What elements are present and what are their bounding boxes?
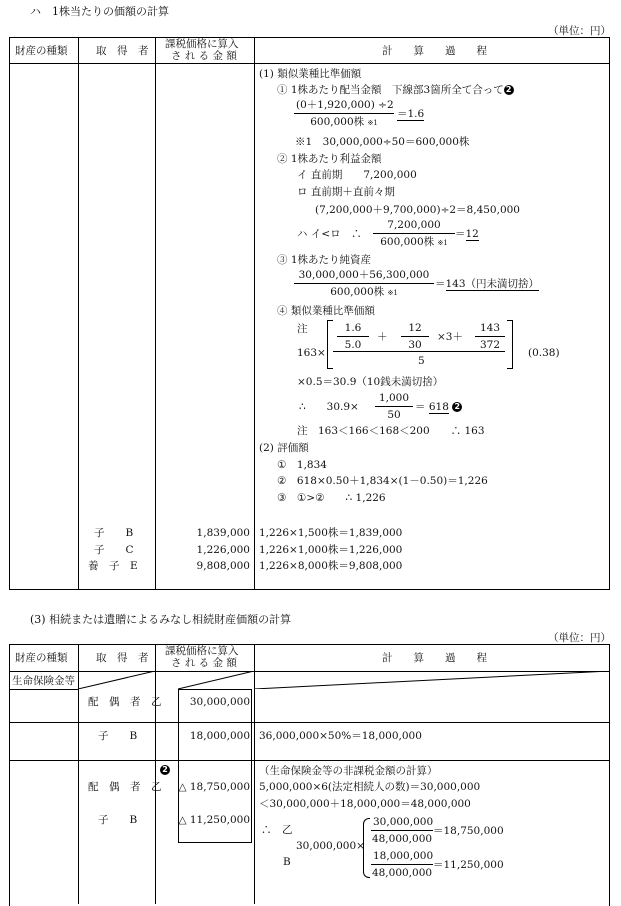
ratio-side: (0.38) [528,347,560,359]
left-bracket [327,320,333,369]
header-calc: 計 算 過 程 [382,652,487,664]
s2-l3: ③ ①>② ∴ 1,226 [277,492,386,504]
header-calc: 計 算 過 程 [382,45,487,57]
ratio-outer-line [333,351,505,352]
header-acquirer: 取 得 者 [96,45,149,57]
mark-2-icon: 2 [504,85,514,95]
s2-l1: ① 1,834 [277,459,327,471]
r3-c2: 5,000,000×6(法定相続人の数)＝30,000,000 [259,781,481,793]
dividend-fraction: (0＋1,920,000) ÷2 600,000株 ※1 [296,99,394,128]
ratio-mult: ×0.5＝30.9（10銭未満切捨） [297,376,444,388]
ratio-plus: ＋ [377,331,388,343]
ratio-base: 163× [297,347,326,359]
net-label: ③ 1株あたり純資産 [277,254,372,266]
header-value-2: さ れ る 金 額 [171,657,237,669]
row-divider [9,722,610,723]
row-divider [9,760,610,761]
ratio-f3: $\frac{143}{372}$ [475,323,505,350]
col-divider [78,37,79,590]
ratio-outer-den: 5 [418,355,425,367]
header-value: 課税価格に算入 [165,38,239,50]
col-divider [155,37,156,590]
row-divider [9,689,79,690]
section-title-2: (3) 相続または遺贈によるみなし相続財産価額の計算 [30,613,292,626]
r3-c5: B [283,856,291,868]
r3-result-b: ＝11,250,000 [433,859,504,871]
dividend-label: ① 1株あたり配当金額 下線部3箇所全て合って 2 [277,85,514,96]
r3-who2: 子 B [98,814,138,826]
row-who: 養 子 E [88,560,138,572]
profit-ro: ロ 直前期＋直前々期 [297,186,395,198]
row-amount: 9,808,000 [196,560,250,572]
r3-result-a: ＝18,750,000 [433,825,504,837]
row-calc: 1,226×1,000株＝1,226,000 [259,544,403,556]
s1-title: (1) 類似業種比準価額 [259,68,362,80]
r2-amount: 18,000,000 [189,730,250,742]
net-fraction: 30,000,000＋56,300,000 600,000株 ※1 [294,270,434,297]
ratio-times3: ×3＋ [437,331,463,343]
ratio-f2: $\frac{12}{30}$ [401,323,429,350]
r2-calc: 36,000,000×50%＝18,000,000 [259,730,422,742]
unit-label-2: （単位：円） [548,632,611,644]
row-calc: 1,226×1,500株＝1,839,000 [259,527,403,539]
ratio-therefore: ∴ 30.9× [299,401,359,413]
right-bracket [507,320,513,369]
dividend-result: ＝1.6 [397,108,425,120]
s2-l2: ② 618×0.50＋1,834×(1－0.50)＝1,226 [277,475,488,487]
r3-fraction-a: $\frac{30,000,000}{48,000,000}$ [371,816,434,845]
s2-title: (2) 評価額 [259,442,309,454]
col-divider [254,37,255,590]
ratio-result: ＝ 618 2 [415,402,462,413]
ratio-f4: $\frac{1,000}{50}$ [375,393,413,420]
r3-base: 30,000,000× [296,840,365,852]
r1-who: 配 偶 者 乙 [88,696,162,708]
row-amount: 1,839,000 [196,527,250,539]
r3-amount2: △ 11,250,000 [178,814,250,826]
ratio-foot: 注 163＜166＜168＜200 ∴ 163 [297,425,485,437]
profit-result: ＝12 [455,228,479,240]
row-who: 子 C [94,544,134,556]
r3-c4: ∴ 乙 [261,824,293,836]
header-value-2: さ れ る 金 額 [171,50,237,62]
row-calc: 1,226×8,000株＝9,808,000 [259,560,403,572]
mark-2-icon: 2 [160,765,170,776]
ratio-f1: $\frac{1.6}{5.0}$ [337,323,369,350]
profit-ro-calc: (7,200,000＋9,700,000)÷2＝8,450,000 [315,204,520,216]
row-amount: 1,226,000 [196,544,250,556]
net-result: ＝143（円未満切捨） [435,278,540,290]
profit-label: ② 1株あたり利益金額 [277,153,382,165]
r3-c3: ＜30,000,000＋18,000,000＝48,000,000 [259,798,471,810]
r3-who1: 配 偶 者 乙 [88,781,162,793]
header-divider [9,63,610,64]
profit-ha: ハ イ<ロ ∴ [297,228,362,240]
profit-i: イ 直前期 7,200,000 [297,169,417,181]
ratio-label: ④ 類似業種比準価額 [277,305,375,317]
profit-fraction: 7,200,000 600,000株 ※1 [373,220,455,247]
dividend-note: ※1 30,000,000÷50＝600,000株 [295,136,470,148]
brace [363,818,370,878]
r3-c1: （生命保険金等の非課税金額の計算） [259,765,438,777]
r2-who: 子 B [98,730,138,742]
ratio-note-char: 注 [297,323,308,335]
section-title: ハ 1株当たりの価額の計算 [30,5,169,18]
diagonal-lines [78,671,611,689]
r3-fraction-b: $\frac{18,000,000}{48,000,000}$ [371,850,434,879]
header-kind: 財産の種類 [15,45,68,57]
row-who: 子 B [94,527,134,539]
r1-amount: 30,000,000 [189,696,250,708]
header-value: 課税価格に算入 [165,645,239,657]
mark-2-icon: 2 [452,402,462,412]
unit-label: （単位：円） [548,25,611,37]
header-kind: 財産の種類 [15,652,68,664]
r3-amount1: △ 18,750,000 [178,781,250,793]
kind-life-insurance: 生命保険金等 [12,675,75,687]
header-acquirer: 取 得 者 [96,652,149,664]
